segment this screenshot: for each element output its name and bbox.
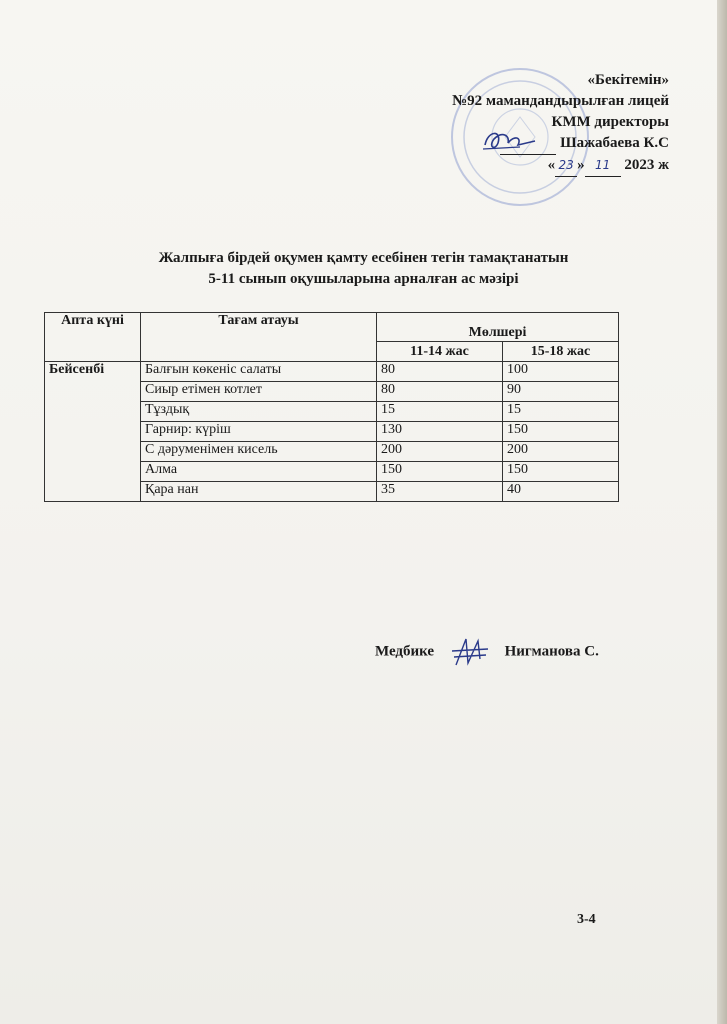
amount-15-18-cell: 40 xyxy=(503,482,619,502)
date-year: 2023 ж xyxy=(624,157,669,173)
dish-cell: Қара нан xyxy=(141,482,377,502)
amount-15-18-cell: 150 xyxy=(503,422,619,442)
page-edge xyxy=(717,0,727,1024)
header-day: Апта күні xyxy=(45,313,141,362)
approval-block xyxy=(452,70,669,177)
date-close-quote: » xyxy=(577,157,585,173)
approval-date-line xyxy=(452,155,669,177)
director-name: Шажабаева К.С xyxy=(560,135,669,151)
amount-15-18-cell: 200 xyxy=(503,442,619,462)
header-age-11-14: 11-14 жас xyxy=(377,342,503,362)
signature-blank xyxy=(500,133,556,155)
amount-15-18-cell: 100 xyxy=(503,362,619,382)
amount-15-18-cell: 90 xyxy=(503,382,619,402)
nurse-signature-line xyxy=(375,637,599,667)
header-age-15-18: 15-18 жас xyxy=(503,342,619,362)
day-cell: Бейсенбі xyxy=(45,362,141,502)
document-title xyxy=(0,248,727,290)
header-amount: Мөлшері xyxy=(377,313,619,342)
table-row xyxy=(45,362,619,382)
page-number: 3-4 xyxy=(577,912,596,927)
dish-cell: Алма xyxy=(141,462,377,482)
nurse-name: Нигманова С. xyxy=(504,643,599,660)
nurse-role: Медбике xyxy=(375,643,435,660)
amount-11-14-cell: 35 xyxy=(377,482,503,502)
nurse-signature xyxy=(448,637,493,667)
dish-cell: Гарнир: күріш xyxy=(141,422,377,442)
dish-cell: Балғын көкеніс салаты xyxy=(141,362,377,382)
approval-position: КММ директоры xyxy=(551,114,669,130)
amount-11-14-cell: 150 xyxy=(377,462,503,482)
title-line-1: Жалпыға бірдей оқумен қамту есебінен тегін тамақтанатын xyxy=(158,250,569,266)
table-header-row xyxy=(45,313,619,342)
amount-11-14-cell: 130 xyxy=(377,422,503,442)
approval-heading: «Бекітемін» xyxy=(587,72,669,88)
date-month: 11 xyxy=(585,155,621,177)
header-dish: Тағам атауы xyxy=(141,313,377,362)
dish-cell: С дәруменімен кисель xyxy=(141,442,377,462)
amount-11-14-cell: 80 xyxy=(377,362,503,382)
amount-11-14-cell: 80 xyxy=(377,382,503,402)
approval-institution: №92 мамандандырылған лицей xyxy=(452,93,669,109)
amount-15-18-cell: 150 xyxy=(503,462,619,482)
amount-15-18-cell: 15 xyxy=(503,402,619,422)
amount-11-14-cell: 200 xyxy=(377,442,503,462)
amount-11-14-cell: 15 xyxy=(377,402,503,422)
dish-cell: Сиыр етімен котлет xyxy=(141,382,377,402)
menu-table xyxy=(44,312,619,502)
approval-name-line xyxy=(452,133,669,155)
date-day: 23 xyxy=(555,155,577,177)
dish-cell: Тұздық xyxy=(141,402,377,422)
title-line-2: 5-11 сынып оқушыларына арналған ас мәзірі xyxy=(208,271,519,287)
date-open-quote: « xyxy=(547,157,556,173)
